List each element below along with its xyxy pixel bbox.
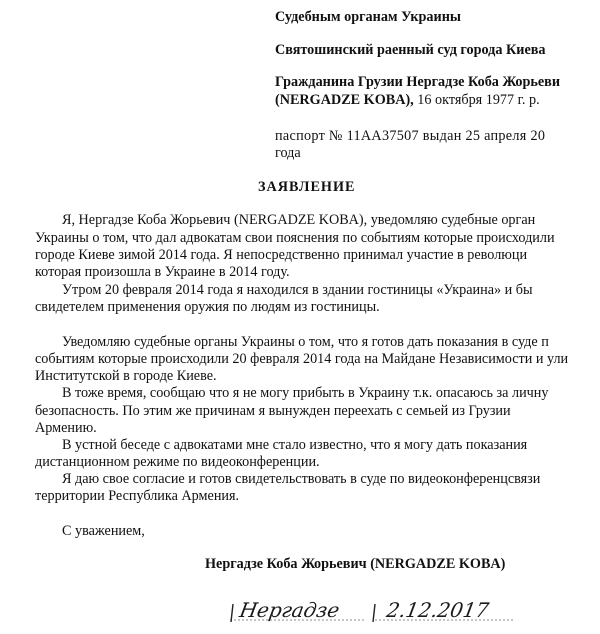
body-line: дистанционном режиме по видеоконференции. — [35, 454, 320, 470]
sender-latin-line — [275, 91, 540, 109]
passport-line: паспорт № 11AA37507 выдан 25 апреля 20 — [275, 128, 546, 144]
body-line: городе Киеве зимой 2014 года. Я непосредственно принимал участие в революци — [35, 247, 528, 263]
body-line: событиям которые происходили 20 февраля 2014 года на Майдане Независимости и ули — [35, 351, 569, 367]
body-line: безопасность. По этим же причинам я вынужден переехать с семьей из Грузии — [35, 403, 511, 419]
body-line: Утром 20 февраля 2014 года я находился в здании гостиницы «Украина» и бы — [62, 282, 533, 298]
sender-birthdate: 16 октября 1977 г. р. — [413, 92, 540, 108]
signature-name: Нергадзе — [237, 598, 342, 622]
sender-name-line: Гражданина Грузии Нергадзе Коба Жорьеви — [275, 74, 561, 90]
document-title: ЗАЯВЛЕНИЕ — [258, 179, 356, 195]
body-line: Я даю свое согласие и готов свидетельствовать в суде по видеоконференцсвязи — [62, 471, 541, 487]
sender-latin-name: (NERGADZE KOBA), — [275, 92, 414, 108]
body-line: Я, Нергадзе Коба Жорьевич (NERGADZE KOBA), уведомляю судебные орган — [62, 212, 536, 228]
addressee-line: Судебным органам Украины — [275, 9, 461, 25]
body-line: Армению. — [35, 420, 97, 436]
body-line: В устной беседе с адвокатами мне стало известно, что я могу дать показания — [62, 437, 528, 453]
body-line: территории Республика Армения. — [35, 488, 240, 504]
signer-name: Нергадзе Коба Жорьевич (NERGADZE KOBA) — [205, 556, 506, 572]
signature-date: 2.12.2017 — [384, 598, 491, 622]
court-line: Святошинский раенный суд города Киева — [275, 42, 546, 58]
body-line: свидетелем применения оружия по людям из гостиницы. — [35, 299, 380, 315]
body-line: Институтской в городе Киеве. — [35, 368, 217, 384]
closing-text: С уважением, — [62, 523, 145, 539]
body-line: В тоже время, сообщаю что я не могу прибыть в Украину т.к. опасаюсь за личну — [62, 385, 549, 401]
body-line: которая произошла в Украине в 2014 году. — [35, 264, 290, 280]
body-line: Украины о том, что дал адвокатам свои пояснения по событиям которые происходили — [35, 230, 555, 246]
body-line: Уведомляю судебные органы Украины о том, что я готов дать показания в суде п — [62, 334, 549, 350]
handwritten-signature — [225, 592, 525, 630]
passport-year-line: года — [275, 145, 301, 161]
